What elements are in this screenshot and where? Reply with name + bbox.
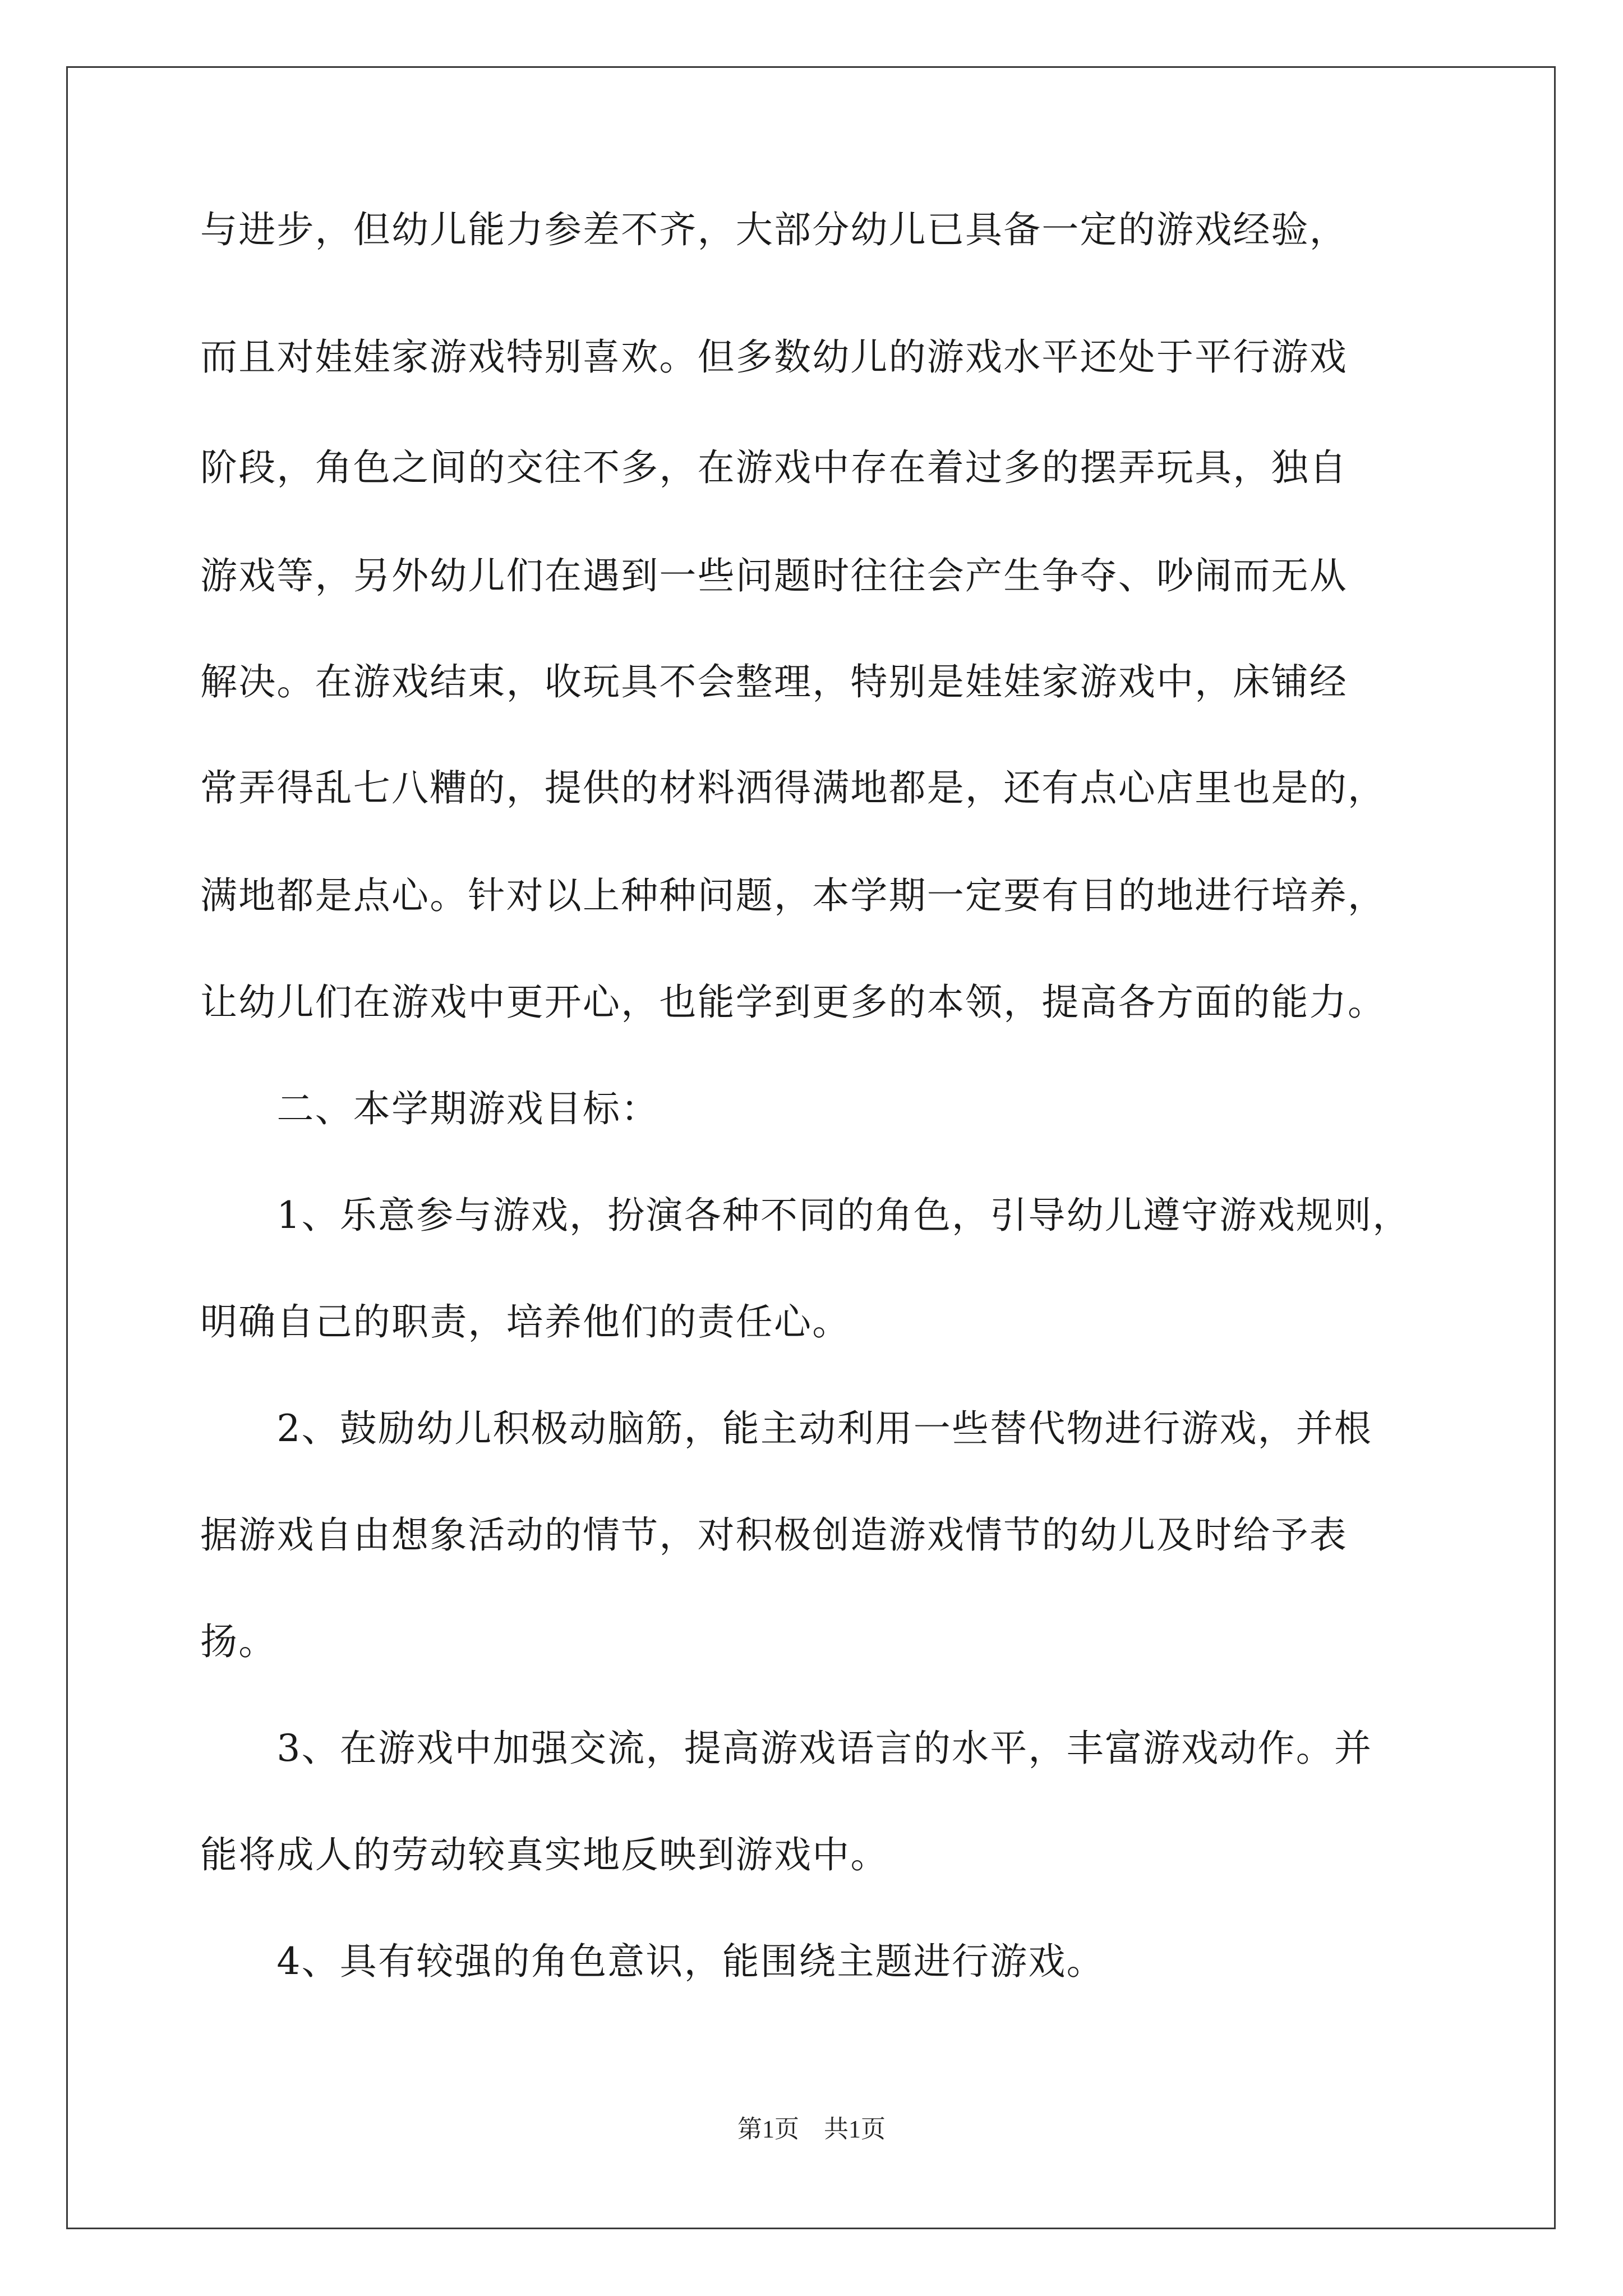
section-heading: 二、本学期游戏目标： — [200, 1087, 660, 1130]
page-border — [66, 66, 1556, 2229]
text-line: 而且对娃娃家游戏特别喜欢。但多数幼儿的游戏水平还处于平行游戏 — [200, 335, 1348, 379]
text-line: 2、鼓励幼儿积极动脑筋，能主动利用一些替代物进行游戏，并根 — [200, 1407, 1373, 1450]
text-line: 解决。在游戏结束，收玩具不会整理，特别是娃娃家游戏中，床铺经 — [200, 660, 1348, 703]
text-line: 游戏等，另外幼儿们在遇到一些问题时往往会产生争夺、吵闹而无从 — [200, 554, 1348, 597]
text-line: 3、在游戏中加强交流，提高游戏语言的水平，丰富游戏动作。并 — [200, 1727, 1373, 1770]
text-line: 与进步，但幼儿能力参差不齐，大部分幼儿已具备一定的游戏经验， — [200, 208, 1348, 251]
text-line: 1、乐意参与游戏，扮演各种不同的角色，引导幼儿遵守游戏规则， — [200, 1194, 1411, 1237]
text-line: 4、具有较强的角色意识，能围绕主题进行游戏。 — [200, 1940, 1105, 1983]
text-line: 满地都是点心。针对以上种种问题，本学期一定要有目的地进行培养， — [200, 874, 1386, 917]
text-line: 明确自己的职责，培养他们的责任心。 — [200, 1300, 851, 1343]
text-line: 能将成人的劳动较真实地反映到游戏中。 — [200, 1833, 889, 1876]
text-line: 让幼儿们在游戏中更开心，也能学到更多的本领，提高各方面的能力。 — [200, 981, 1386, 1024]
text-line: 阶段，角色之间的交往不多，在游戏中存在着过多的摆弄玩具，独自 — [200, 446, 1348, 489]
text-line: 扬。 — [200, 1620, 277, 1663]
text-line: 常弄得乱七八糟的，提供的材料洒得满地都是，还有点心店里也是的， — [200, 766, 1386, 809]
text-line: 据游戏自由想象活动的情节，对积极创造游戏情节的幼儿及时给予表 — [200, 1513, 1348, 1557]
page-number-footer: 第1页 共1页 — [737, 2115, 886, 2143]
